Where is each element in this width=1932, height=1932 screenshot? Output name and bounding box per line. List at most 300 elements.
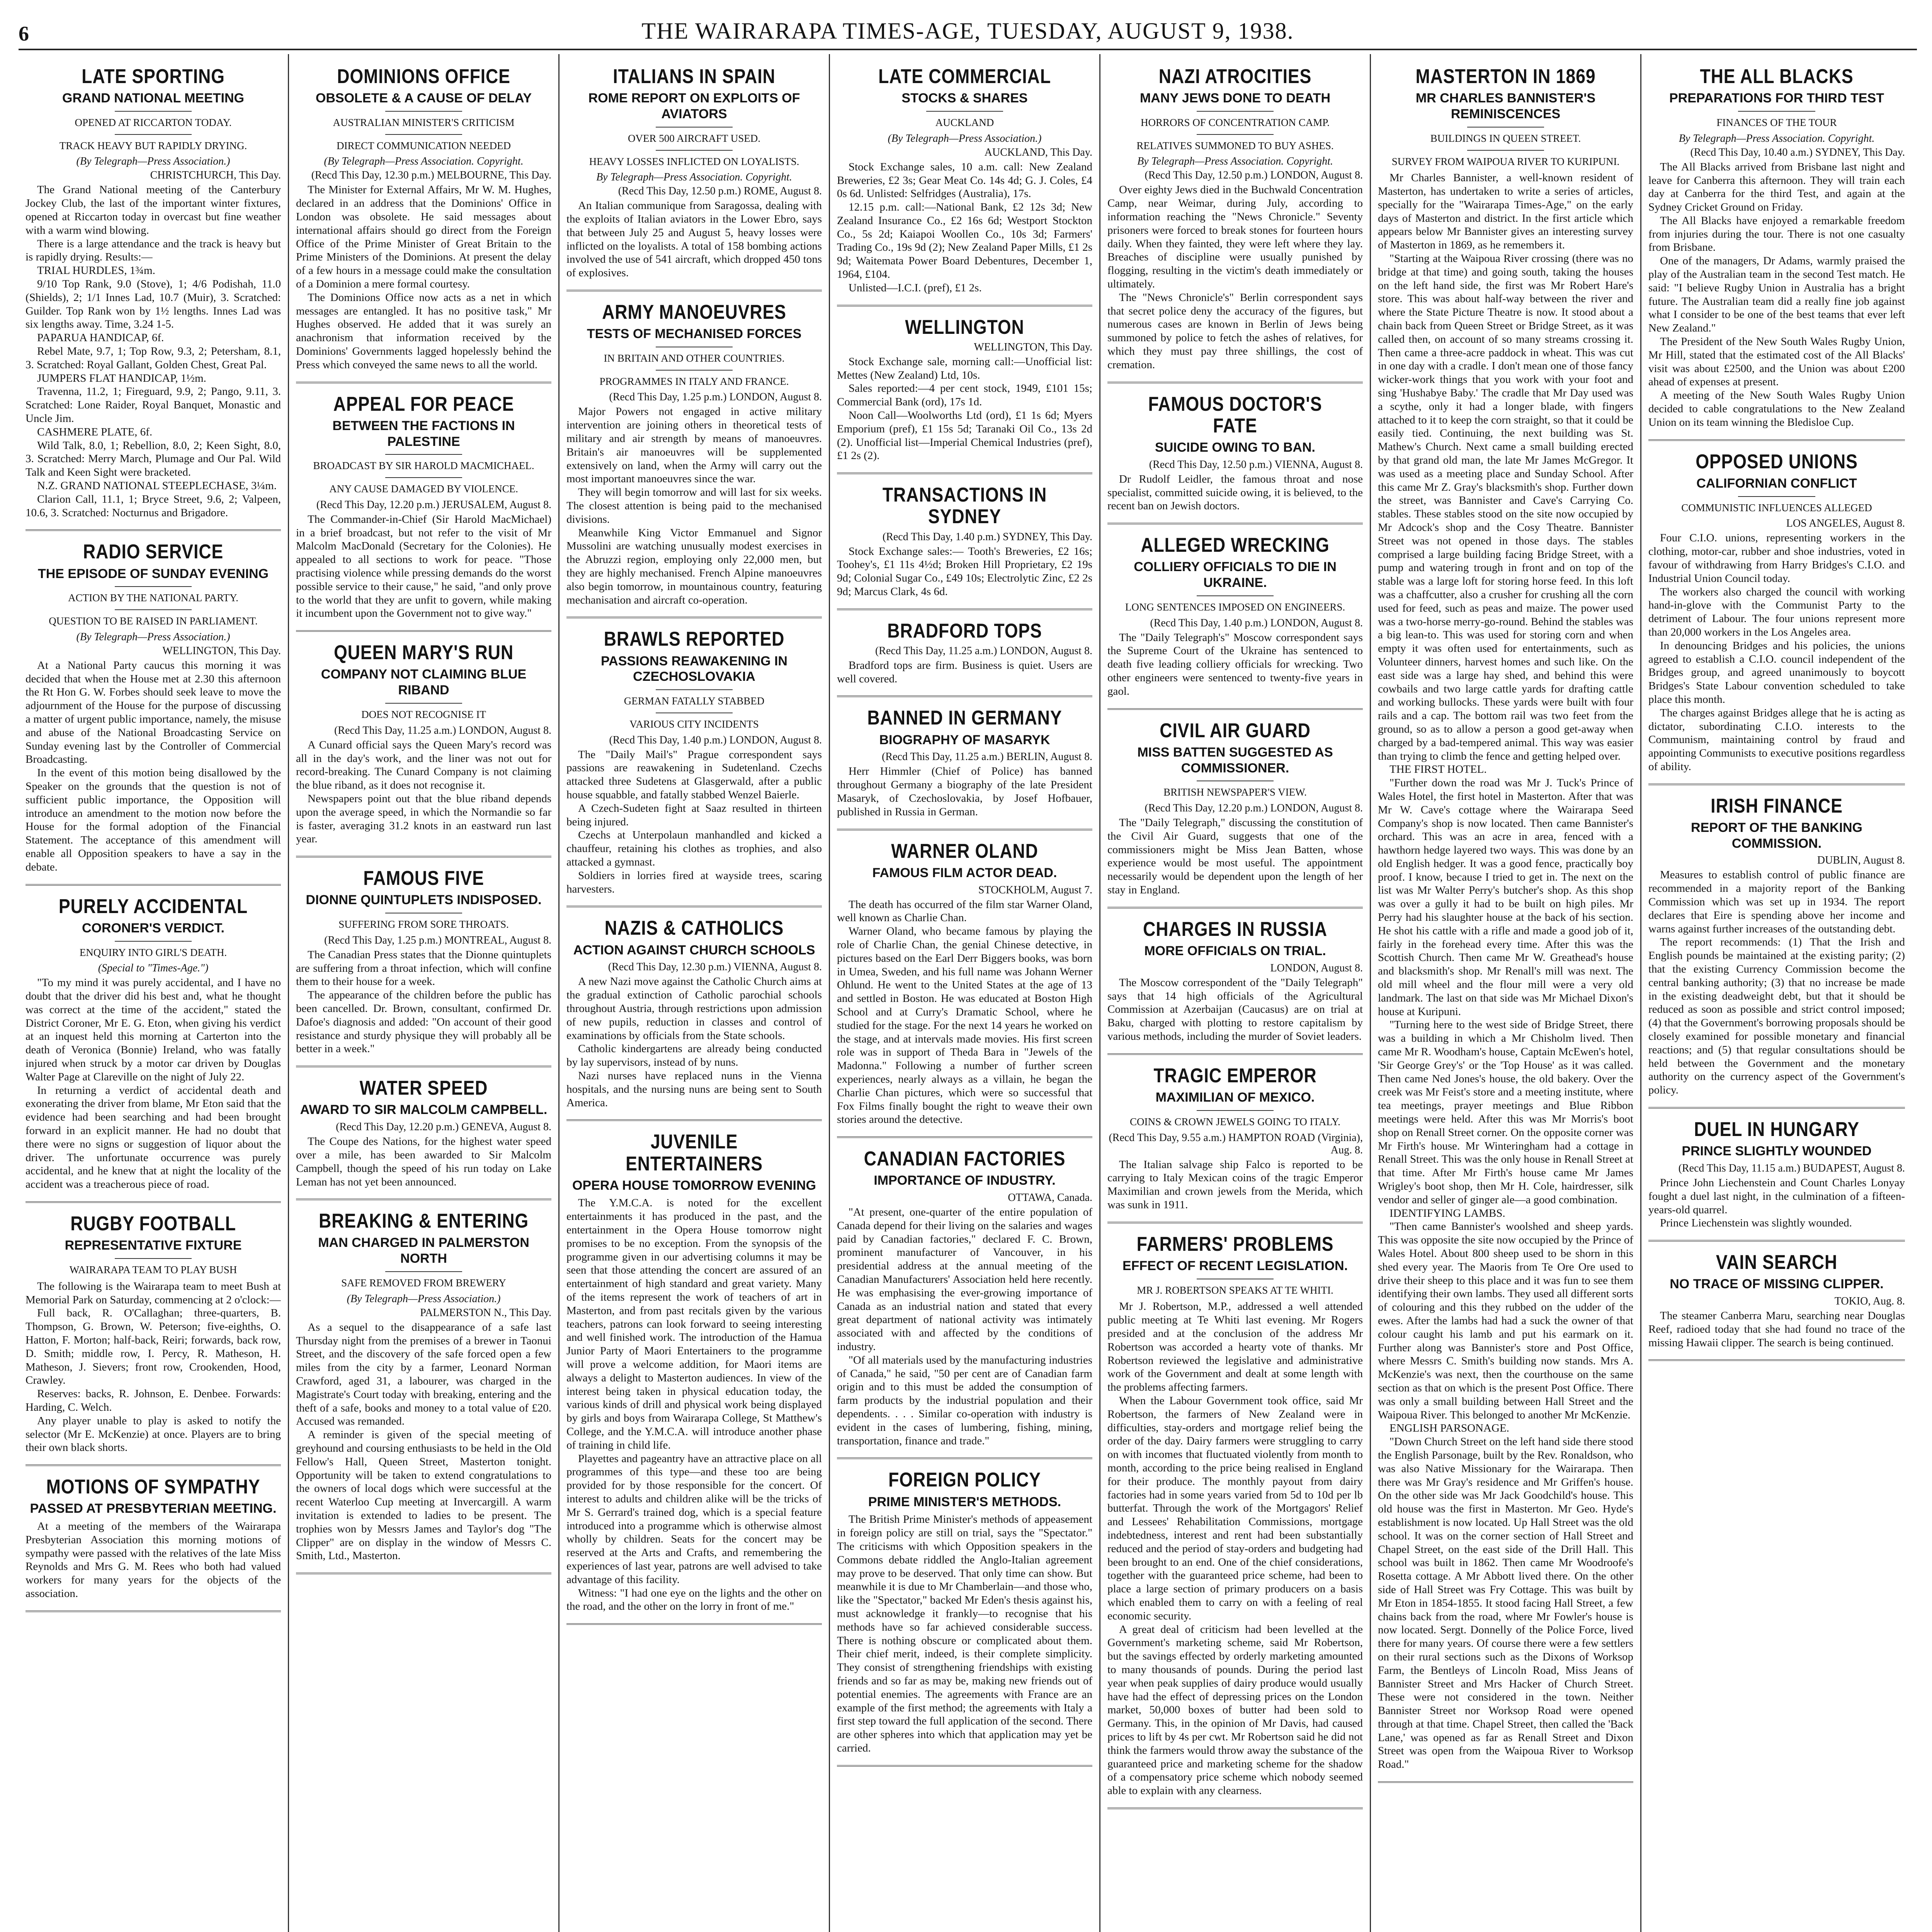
subheadline: ACTION BY THE NATIONAL PARTY. xyxy=(68,592,238,604)
paragraph: The "Daily Telegraph's" Moscow correspondent says the Supreme Court of the Ukraine has sentenced to death five leading colliery officials for wrecking. Two other engineers were sentenced to twenty-five years in gaol. xyxy=(1107,631,1363,697)
deck-rule xyxy=(1197,595,1273,596)
article xyxy=(1378,66,1633,1783)
dateline: (Recd This Day, 1.40 p.m.) LONDON, August 8. xyxy=(1150,617,1363,629)
paragraph: 12.15 p.m. call:—National Bank, £2 12s 3d; New Zealand Insurance Co., £2 16s 6d; Westport Stockton Co., 5s 2d; Kaiapoi Woollen Co., 10s 3d; Farmers' Trading Co., 19s 9d (2); New Zealand Paper Mills, £1 2s 9d; Waitemata Power Board Debentures, December 1, 1964, £104. xyxy=(837,201,1092,281)
paragraph: Measures to establish control of public finance are recommended in a majority report of the Banking Commission which was set up in 1934. The report declares that Eire is spending above her income and warns against further increases of the outstanding debt. xyxy=(1648,869,1905,935)
deck-rule xyxy=(115,609,191,610)
article-body xyxy=(1648,1309,1905,1349)
deck-rule xyxy=(115,586,191,587)
paragraph: The Minister for External Affairs, Mr W. M. Hughes, declared in an address that the Dominions' Office in London was obsolete. He said messages about international affairs should go direct from the Foreign Office of the Prime Minister of Great Britain to the Prime Ministers of the Dominions. At present the delay of a few hours in a message could make the consultation of a Dominion a mere formal courtesy. xyxy=(296,184,551,291)
paragraph: IDENTIFYING LAMBS. xyxy=(1389,1207,1505,1219)
paragraph: Over eighty Jews died in the Buchwald Concentration Camp, near Weimar, during July, according to information reaching the "News Chronicle." Seventy prisoners were forced to break stones for fourteen hours daily. When they fainted, they were left where they lay. Breaches of discipline were usually punished by flogging, resulting in the victim's death immediately or ultimately. xyxy=(1107,184,1363,291)
subheadline: PROGRAMMES IN ITALY AND FRANCE. xyxy=(599,375,789,387)
article-body xyxy=(837,160,1092,295)
subheadline: OPENED AT RICCARTON TODAY. xyxy=(75,116,232,128)
article-body xyxy=(566,975,822,1109)
paragraph: The "News Chronicle's" Berlin correspondent says that secret police deny the accuracy of the figures, but numerous cases are known in Berlin of Jews being summoned by police to fetch the ashes of relatives, for which they must pay three shillings, the cost of cremation. xyxy=(1107,291,1363,371)
article-separator xyxy=(1378,1781,1633,1783)
paragraph: Bradford tops are firm. Business is quiet. Users are well covered. xyxy=(837,659,1092,685)
article-body xyxy=(296,183,551,371)
article xyxy=(296,66,551,383)
headline: DUEL IN HUNGARY xyxy=(1694,1118,1859,1141)
article-separator xyxy=(837,1136,1092,1138)
deck-rule xyxy=(115,1258,191,1259)
paragraph: "To my mind it was purely accidental, and I have no doubt that the driver did his best and, what he thought was correct at the time of the accident," stated the District Coroner, Mr E. G. Eton, when giving his verdict at an inquest held this morning at Carterton into the death of Veronica (Bonnie) Ireland, who was fatally injured when struck by a motor car driven by Douglas Walter Page at Clareville on the night of July 22. xyxy=(26,976,281,1083)
article-body xyxy=(26,1280,281,1454)
subheadline: COINS & CROWN JEWELS GOING TO ITALY. xyxy=(1130,1116,1340,1128)
deck-rule xyxy=(115,111,191,112)
article xyxy=(1648,66,1905,441)
deck-rule xyxy=(385,111,462,112)
dateline: (Recd This Day, 11.15 a.m.) BUDAPEST, August 8. xyxy=(1678,1162,1905,1174)
dateline: (Recd This Day, 12.50 p.m.) LONDON, August 8. xyxy=(1145,169,1363,182)
deck-rule xyxy=(926,111,1003,112)
subheadline: AUSTRALIAN MINISTER'S CRITICISM xyxy=(333,116,515,128)
dateline: (Recd This Day, 12.20 p.m.) LONDON, August 8. xyxy=(1145,802,1363,815)
dateline: (Recd This Day, 1.25 p.m.) MONTREAL, August 8. xyxy=(324,934,551,946)
article-body xyxy=(296,738,551,846)
article-body xyxy=(1648,868,1905,1097)
article-separator xyxy=(296,1066,551,1067)
deck-rule xyxy=(1467,127,1544,128)
paragraph: "Then came Bannister's woolshed and sheep yards. This was opposite the site now occupied by the Prince of Wales Hotel. About 800 sheep used to be shorn in this shed every year. The Maoris from Te Ore Ore used to drive their sheep to this place and it was fun to see them identifying their own lambs. They used all different sorts of colouring and this they rubbed on the udder of the ewes. After the lambs had had a suck the owner of that colour caught his lamb and put his earmark on it. Further along was Bannister's store and Post Office, where Messrs C. Smith's building now stands. Mrs A. McKenzie's was next, then the courthouse on the same section as that on which is the present Post Office. There was only a small building between Hall Street and the Waipoua River. This belonged to another Mr McKenzie. xyxy=(1378,1220,1633,1421)
deck-rule xyxy=(385,454,462,455)
paragraph: The steamer Canberra Maru, searching near Douglas Reef, radioed today that she had found no trace of the missing Hawaii clipper. The search is being continued. xyxy=(1648,1310,1905,1349)
headline: WARNER OLAND xyxy=(891,840,1038,862)
paragraph: Travenna, 11.2, 1; Fireguard, 9.9, 2; Pango, 9.11, 3. Scratched: Lone Raider, Royal Banquet, Monastic and Uncle Jim. xyxy=(26,385,281,425)
article-separator xyxy=(837,1765,1092,1767)
column-6 xyxy=(1371,54,1641,1932)
paragraph: A Czech-Sudeten fight at Saaz resulted in thirteen being injured. xyxy=(566,802,822,828)
deck-rule xyxy=(1197,111,1273,112)
paragraph: "At present, one-quarter of the entire population of Canada depend for their living on the salaries and wages paid by Canadian factories," declared F. C. Brown, prominent manufacturer of Vancouver, in his presidential address at the annual meeting of the Canadian Manufacturers' Association held here recently. He was emphasising the ever-growing importance of Canada as an industrial nation and stated that every great department of national activity was intimately associated with and affected by the conditions of industry. xyxy=(837,1206,1092,1353)
subheadline: MR CHARLES BANNISTER'S REMINISCENCES xyxy=(1415,91,1596,121)
credit-line: (By Telegraph—Press Association.) xyxy=(76,631,230,643)
paragraph: Wild Talk, 8.0, 1; Rebellion, 8.0, 2; Keen Sight, 8.0, 3. Scratched: Merry March, Plumage and Our Pal. Wild Talk and Keen Sight were bracketed. xyxy=(26,439,281,479)
subheadline: REPORT OF THE BANKING COMMISSION. xyxy=(1691,820,1862,851)
newspaper-title: THE WAIRARAPA TIMES-AGE, TUESDAY, AUGUST 9, 1938. xyxy=(641,18,1294,44)
article-separator xyxy=(566,906,822,907)
headline: QUEEN MARY'S RUN xyxy=(333,641,514,664)
paragraph: Soldiers in lorries fired at wayside trees, scaring harvesters. xyxy=(566,869,822,895)
paragraph: The Y.M.C.A. is noted for the excellent entertainments it has produced in the past, and the entertainment in the Opera House tomorrow night promises to be no exception. From the synopsis of the programme given in our advertising columns it may be seen that those attending the concert are assured of an entertainment of high standard and great variety. Many of the items represent the work of teachers of art in Masterton, and from past recitals given by the various teachers, patrons can look forward to seeing interesting and well finished work. The introduction of the Hamua Junior Party of Maori Entertainers to the programme will prove a welcome addition, for Maori items are always a delight to Masterton audiences. In view of the interest being taken in physical education today, the various kinds of drill and physical work being displayed by girls and boys from Wairarapa College, St Matthew's College, and the Y.M.C.A. will introduce another phase of training in child life. xyxy=(566,1197,822,1451)
article xyxy=(1648,451,1905,785)
column-2 xyxy=(289,54,560,1932)
article-body xyxy=(1648,160,1905,429)
paragraph: The Dominions Office now acts as a net in which messages are entangled. It has no positive task," Mr Hughes observed. He added that it was surely an anachronism that information received by the Dominions' Governments lagged hopelessly behind the Press which conveyed the same news to all the world. xyxy=(296,291,551,371)
credit-line: (By Telegraph—Press Association. Copyright. xyxy=(324,155,524,168)
article xyxy=(296,1210,551,1574)
paragraph: At a meeting of the members of the Wairarapa Presbyterian Association this morning motions of sympathy were passed with the relatives of the late Miss Reynolds and Mrs G. M. Rees who both had valued workers for many years for the objects of the association. xyxy=(26,1520,281,1600)
paragraph: The British Prime Minister's methods of appeasement in foreign policy are still on trial, says the "Spectator." The criticisms with which Opposition speakers in the Commons debate riddled the Anglo-Italian agreement may prove to be deserved. That only time can show. But meanwhile it is due to Mr Chamberlain—and those who, like the "Spectator," backed Mr Eden's thesis against his, must acknowledge it frankly—to recognise that his methods have so far achieved considerable success. There is nothing obscure or complicated about them. Their chief merit, indeed, is their complete simplicity. They consist of strengthening friendships with existing friends and so far as may be, making new friends out of potential enemies. The agreements with France are an example of the first method; the agreements with Italy a first step toward the full application of the second. There are other spheres into which that application may yet be carried. xyxy=(837,1513,1092,1754)
paragraph: N.Z. GRAND NATIONAL STEEPLECHASE, 3¼m. xyxy=(37,479,277,492)
paragraph: Witness: "I had one eye on the lights and the other on the road, and the other on the lorry in front of me." xyxy=(566,1587,822,1613)
paragraph: Mr Charles Bannister, a well-known resident of Masterton, has undertaken to write a series of articles, specially for the "Wairarapa Times-Age," on the early days of Masterton and district. In the first article which appears below Mr Bannister gives an interesting survey of Masterton in 1869, as he remembers it. xyxy=(1378,172,1633,252)
paragraph: Stock Exchange sales:— Tooth's Breweries, £2 16s; Toohey's, £1 11s 4½d; Broken Hill Proprietary, £2 19s 9d; Colonial Sugar Co., £49 10s; Electrolytic Zinc, £2 2s 9d; Marcus Clark, 4s 6d. xyxy=(837,545,1092,598)
headline: TRAGIC EMPEROR xyxy=(1153,1064,1317,1087)
article-body xyxy=(26,1520,281,1600)
subheadline: HEAVY LOSSES INFLICTED ON LOYALISTS. xyxy=(589,155,799,167)
column-3 xyxy=(560,54,830,1932)
paragraph: The workers also charged the council with working hand-in-glove with the Communist Party to the detriment of Labour. The four unions represent more than 20,000 workers in the Los Angeles area. xyxy=(1648,585,1905,638)
subheadline: WAIRARAPA TEAM TO PLAY BUSH xyxy=(69,1264,237,1276)
subheadline: QUESTION TO BE RAISED IN PARLIAMENT. xyxy=(49,615,258,627)
paragraph: Mr J. Robertson, M.P., addressed a well attended public meeting at Te Whiti last evening. Mr Rogers presided and at the conclusion of the address Mr Robertson was accorded a hearty vote of thanks. Mr Robertson reviewed the legislative and administrative work of the Government and dealt at some length with the problems affecting farmers. xyxy=(1107,1300,1363,1394)
subheadline: GRAND NATIONAL MEETING xyxy=(62,91,244,106)
article-separator xyxy=(1107,907,1363,908)
headline: BRAWLS REPORTED xyxy=(604,628,785,651)
dateline: STOCKHOLM, August 7. xyxy=(978,884,1092,896)
subheadline: MAXIMILIAN OF MEXICO. xyxy=(1155,1090,1315,1105)
article xyxy=(837,484,1092,610)
deck-rule xyxy=(385,703,462,704)
dateline: LOS ANGELES, August 8. xyxy=(1786,517,1905,530)
headline: FAMOUS DOCTOR'S FATE xyxy=(1148,393,1322,437)
article-body xyxy=(1107,1300,1363,1797)
article-body xyxy=(1378,171,1633,1771)
subheadline: FAMOUS FILM ACTOR DEAD. xyxy=(872,865,1057,880)
subheadline: NO TRACE OF MISSING CLIPPER. xyxy=(1670,1277,1884,1292)
article xyxy=(296,393,551,632)
paragraph: Reserves: backs, R. Johnson, E. Denbee. Forwards: Harding, C. Welch. xyxy=(26,1388,281,1413)
subheadline: SURVEY FROM WAIPOUA RIVER TO KURIPUNI. xyxy=(1391,155,1620,167)
subheadline: RELATIVES SUMMONED TO BUY ASHES. xyxy=(1136,139,1334,151)
subheadline: AUCKLAND xyxy=(935,116,994,128)
paragraph: "Turning here to the west side of Bridge Street, there was a building in which a Mr Chisholm lived. Then came Mr R. Woodham's house, Captain McEwen's hotel, 'Sir George Grey's' or the 'Top House' as it was called. Then came Ned Jones's house, the old bakery. Over the creek was Mr Feist's store and a meeting institute, where tea meetings, prayer meetings and Blue Ribbon meetings were held. After this was Mr Morris's boot shop on Renall Street corner. On the opposite corner was Mr Firth's house. Mr Winteringham had a cottage in Renall Street. This was the only house in Renall Street at that time. After Mr Firth's house came Mr James Wrigley's boot shop, then Mr H. Cole, hairdresser, silk vendor and seller of ginger ale—a good combination. xyxy=(1378,1019,1633,1206)
headline: OPPOSED UNIONS xyxy=(1696,450,1858,473)
paragraph: Meanwhile King Victor Emmanuel and Signor Mussolini are watching unusually modest exercises in the Abruzzi region, employing only 22,000 men, but they are highly mechanised. French Alpine manoeuvres also begin tomorrow, in mountainous country, featuring mechanisation and aircraft co-operation. xyxy=(566,526,822,606)
article-separator xyxy=(296,1199,551,1200)
paragraph: In denouncing Bridges and his policies, the unions agreed to establish a C.I.O. council independent of the Bridges group, and agreed unanimously to boycott Bridges's State Labour convention scheduled to take place this month. xyxy=(1648,639,1905,706)
paragraph: A new Nazi move against the Catholic Church aims at the gradual extinction of Catholic parochial schools throughout Austria, through restrictions upon admission of new pupils, reduction in classes and control of examinations by officials from the State schools. xyxy=(566,975,822,1042)
paragraph: A reminder is given of the special meeting of greyhound and coursing enthusiasts to be held in the Old Fellow's Hall, Queen Street, Masterton tonight. Opportunity will be taken to extend congratulations to the owners of local dogs which were successful at the recent Waterloo Cup meeting at Invercargill. A warm invitation is extended to ladies to be present. The trophies won by Messrs James and Taylor's dog "The Clipper" are on display in the window of Messrs C. Smith, Ltd., Masterton. xyxy=(296,1429,551,1562)
subheadline: MR J. ROBERTSON SPEAKS AT TE WHITI. xyxy=(1137,1284,1333,1296)
dateline: PALMERSTON N., This Day. xyxy=(420,1306,551,1319)
article-body xyxy=(837,1513,1092,1755)
paragraph: Prince John Liechenstein and Count Charles Lonyay fought a duel last night, in the culmination of a fifteen-years-old quarrel. xyxy=(1648,1176,1905,1216)
article xyxy=(837,840,1092,1138)
dateline: (Recd This Day, 12.50 p.m.) VIENNA, August 8. xyxy=(1149,458,1363,471)
subheadline: ENQUIRY INTO GIRL'S DEATH. xyxy=(79,946,227,958)
article-body xyxy=(1107,816,1363,897)
column-5 xyxy=(1100,54,1371,1932)
dateline: (Recd This Day, 11.25 a.m.) LONDON, August 8. xyxy=(875,645,1092,657)
deck-rule xyxy=(1467,150,1544,151)
deck-rule xyxy=(115,941,191,942)
masthead xyxy=(19,13,1917,50)
dateline: (Recd This Day, 1.40 p.m.) LONDON, August 8. xyxy=(609,734,822,746)
subheadline: BETWEEN THE FACTIONS IN PALESTINE xyxy=(332,418,515,449)
paragraph: Prince Liechenstein was slightly wounded. xyxy=(1660,1217,1852,1230)
subheadline: TRACK HEAVY BUT RAPIDLY DRYING. xyxy=(59,139,247,151)
article-separator xyxy=(1107,1222,1363,1223)
paragraph: Sales reported:—4 per cent stock, 1949, £101 15s; Commercial Bank (ord), 17s 1d. xyxy=(837,382,1092,408)
headline: BRADFORD TOPS xyxy=(887,619,1042,642)
deck-rule xyxy=(656,689,732,690)
headline: THE ALL BLACKS xyxy=(1700,65,1854,88)
paragraph: The "Daily Mail's" Prague correspondent says passions are reawakening in Sudetenland. Czechs attacked three Sudetens at Glasgerwald, after a public house squabble, and fatally stabbed Wenzel Baierle. xyxy=(566,748,822,801)
paragraph: Major Powers not engaged in active military intervention are joining others in theoretical tests of military and air strength by means of manoeuvres. Britain's air manoeuvres will be supplemented extensively on land, when the Army will carry out the most important manoeuvres since the war. xyxy=(566,405,822,485)
paragraph: The death has occurred of the film star Warner Oland, well known as Charlie Chan. xyxy=(837,898,1092,924)
paragraph: Noon Call—Woolworths Ltd (ord), £1 1s 6d; Myers Emporium (pref), £1 15s 5d; Taranaki Oil Co., 13s 2d (2). Unofficial list—Imperial Chemical Industries (pref), £1 2s (2). xyxy=(837,409,1092,462)
subheadline: BUILDINGS IN QUEEN STREET. xyxy=(1430,132,1581,144)
dateline: (Recd This Day, 1.40 p.m.) SYDNEY, This Day. xyxy=(882,531,1092,543)
headline: ITALIANS IN SPAIN xyxy=(613,65,776,88)
article-separator xyxy=(1107,382,1363,383)
subheadline: PASSED AT PRESBYTERIAN MEETING. xyxy=(30,1501,277,1516)
article xyxy=(26,896,281,1203)
article-body xyxy=(837,765,1092,818)
article xyxy=(26,1213,281,1466)
paragraph: An Italian communique from Saragossa, dealing with the exploits of Italian aviators in the Lower Ebro, says that between July 25 and August 5, heavy losses were inflicted on the loyalists. A total of 158 bombing actions involved the use of 541 aircraft, which dropped 450 tons of explosives. xyxy=(566,199,822,279)
paragraph: Stock Exchange sales, 10 a.m. call: New Zealand Breweries, £2 3s; Gear Meat Co. 14s 4d; G. J. Coles, £4 0s 6d. Unlisted: Selfridges (Australia), 17s. xyxy=(837,160,1092,200)
paragraph: Newspapers point out that the blue riband depends upon the average speed, in which the Normandie so far is faster, averaging 31.2 knots in an eastward run last year. xyxy=(296,792,551,845)
paragraph: Full back, R. O'Callaghan; three-quarters, B. Thompson, G. Brown, W. Peterson; five-eighths, O. Hatton, F. Morton; half-back, Reiri; forwards, back row, D. Smith; middle row, I. Percy, R. Matheson, H. Matheson, J. Sievers; front row, Crookenden, Hood, Crawley. xyxy=(26,1307,281,1387)
deck-rule xyxy=(1197,1110,1273,1111)
paragraph: The All Blacks arrived from Brisbane last night and leave for Canberra this afternoon. They will train each day at Canberra for the third Test, and again at the Sydney Cricket Ground on Friday. xyxy=(1648,160,1905,214)
subheadline: FINANCES OF THE TOUR xyxy=(1716,116,1837,128)
paragraph: The following is the Wairarapa team to meet Bush at Memorial Park on Saturday, commencing at 2 o'clock:— xyxy=(26,1280,281,1306)
deck-rule xyxy=(385,1271,462,1272)
headline: RUGBY FOOTBALL xyxy=(70,1213,236,1235)
subheadline: BRITISH NEWSPAPER'S VIEW. xyxy=(1163,786,1307,798)
dateline: TOKIO, Aug. 8. xyxy=(1834,1295,1905,1308)
article xyxy=(566,1131,822,1625)
paragraph: The President of the New South Wales Rugby Union, Mr Hill, stated that the estimated cost of the All Blacks' visit was about £2500, and the Union was about £200 ahead of expenses at present. xyxy=(1648,335,1905,388)
article-separator xyxy=(566,617,822,618)
dateline: (Recd This Day, 10.40 a.m.) SYDNEY, This Day. xyxy=(1690,146,1905,158)
article xyxy=(566,66,822,291)
subheadline: COLLIERY OFFICIALS TO DIE IN UKRAINE. xyxy=(1134,560,1337,590)
headline: DOMINIONS OFFICE xyxy=(337,65,510,88)
headline: CANADIAN FACTORIES xyxy=(864,1148,1066,1170)
article xyxy=(566,917,822,1121)
subheadline: PREPARATIONS FOR THIRD TEST xyxy=(1669,91,1884,106)
headline: NAZIS & CATHOLICS xyxy=(604,917,784,940)
headline: VAIN SEARCH xyxy=(1716,1251,1838,1274)
deck-rule xyxy=(115,134,191,135)
paragraph: 9/10 Top Rank, 9.0 (Stove), 1; 4/6 Podishah, 11.0 (Shields), 2; 1/1 Innes Lad, 10.7 (Muir), 3. Scratched: Guilder. Top Rank won by 1½ lengths. Innes Lad was six lengths away. Time, 3.24 1-5. xyxy=(26,278,281,331)
paragraph: The All Blacks have enjoyed a remarkable freedom from injuries during the tour. There is not one casualty from Brisbane. xyxy=(1648,214,1905,254)
article-separator xyxy=(26,1464,281,1466)
article-body xyxy=(26,183,281,519)
article-separator xyxy=(837,696,1092,697)
article xyxy=(1107,534,1363,709)
dateline: WELLINGTON, This Day. xyxy=(162,645,281,657)
headline: WELLINGTON xyxy=(905,316,1024,338)
dateline: OTTAWA, Canada. xyxy=(1008,1192,1092,1204)
paragraph: The Canadian Press states that the Dionne quintuplets are suffering from a throat infection, which will confine them to their house for a week. xyxy=(296,948,551,988)
article-body xyxy=(296,1135,551,1189)
dateline: LONDON, August 8. xyxy=(1270,962,1363,974)
paragraph: One of the managers, Dr Adams, warmly praised the play of the Australian team in the second Test match. He said: "I believe Rugby Union in Australia has a bright future. The Australian team did a really fine job against what I consider to be one of the best teams that ever left New Zealand." xyxy=(1648,255,1905,335)
paragraph: JUMPERS FLAT HANDICAP, 1½m. xyxy=(37,372,206,384)
article-separator xyxy=(26,884,281,886)
paragraph: The "Daily Telegraph," discussing the constitution of the Civil Air Guard, suggests that one of the commissioners might be Miss Jean Batten, whose experience would be most useful. The appointment necessarily would be dependent upon the length of her stay in England. xyxy=(1107,816,1363,896)
article-separator xyxy=(1107,1808,1363,1809)
deck-rule xyxy=(1738,111,1815,112)
article-body xyxy=(296,1321,551,1563)
subheadline: TESTS OF MECHANISED FORCES xyxy=(587,327,802,342)
subheadline: CALIFORNIAN CONFLICT xyxy=(1696,476,1857,491)
headline: WATER SPEED xyxy=(359,1077,488,1100)
article xyxy=(566,628,822,907)
dateline: AUCKLAND, This Day. xyxy=(984,146,1092,158)
paragraph: Dr Rudolf Leidler, the famous throat and nose specialist, committed suicide owing, it is believed, to the recent ban on Jewish doctors. xyxy=(1107,473,1363,512)
subheadline: OVER 500 AIRCRAFT USED. xyxy=(628,132,761,144)
article-separator xyxy=(837,1458,1092,1459)
article-separator xyxy=(1648,439,1905,441)
subheadline: SAFE REMOVED FROM BREWERY xyxy=(341,1277,506,1289)
article-body xyxy=(566,405,822,607)
article-body xyxy=(1107,1158,1363,1212)
article-separator xyxy=(296,856,551,857)
subheadline: LONG SENTENCES IMPOSED ON ENGINEERS. xyxy=(1125,601,1345,613)
article-body xyxy=(26,659,281,874)
article xyxy=(1107,720,1363,908)
dateline: CHRISTCHURCH, This Day. xyxy=(150,169,281,182)
paragraph: "Of all materials used by the manufacturing industries of Canada," he said, "50 per cent are of Canadian farm origin and to this must be added the consumption of farm products by the industrial population and their dependents. . . . Similar co-operation with industry is evident in the cases of lumbering, fishing, mining, transportation, finance and trade." xyxy=(837,1354,1092,1447)
article-separator xyxy=(26,529,281,531)
article-separator xyxy=(837,473,1092,474)
paragraph: A Cunard official says the Queen Mary's record was all in the day's work, and the liner was not out for record-breaking. The Cunard Company is not claiming the blue riband, as it does not recognise it. xyxy=(296,738,551,792)
article-separator xyxy=(1648,1107,1905,1109)
article-separator xyxy=(26,1201,281,1203)
subheadline: BIOGRAPHY OF MASARYK xyxy=(879,732,1050,747)
deck-rule xyxy=(1738,496,1815,497)
paragraph: Warner Oland, who became famous by playing the role of Charlie Chan, the genial Chinese detective, in pictures based on the Earl Derr Biggers books, was born in Umea, Sweden, and his full name was Johann Werner Ohlund. He went to the United States at the age of 13 and settled in Boston. He was educated at Boston High School and at Curry's Dramatic School, where he studied for the stage. For the next 14 years he worked on the stage, and at intervals made movies. His first screen role was in support of Theda Bara in "Jewels of the Madonna." Following a number of further screen experiences, nearly always as a villain, he began the Charlie Chan pictures, which were so successful that Fox Films finally bought the right to weave their own stories around the detective. xyxy=(837,925,1092,1126)
article-body xyxy=(1648,1176,1905,1230)
article-body xyxy=(566,748,822,896)
subheadline: VARIOUS CITY INCIDENTS xyxy=(629,718,759,730)
column-7 xyxy=(1641,54,1912,1932)
subheadline: BROADCAST BY SIR HAROLD MACMICHAEL. xyxy=(313,460,534,472)
paragraph: Herr Himmler (Chief of Police) has banned throughout Germany a biography of the late President Masaryk, of Czechoslovakia, by Josef Hofbauer, published in Russia in German. xyxy=(837,765,1092,818)
deck-rule xyxy=(385,134,462,135)
columns xyxy=(19,54,1917,1932)
article-separator xyxy=(1648,784,1905,785)
dateline: (Recd This Day, 12.20 p.m.) GENEVA, August 8. xyxy=(336,1121,551,1133)
dateline: (Recd This Day, 11.25 a.m.) LONDON, August 8. xyxy=(334,724,551,736)
article xyxy=(1648,1119,1905,1242)
subheadline: MAN CHARGED IN PALMERSTON NORTH xyxy=(318,1235,529,1266)
subheadline: OBSOLETE & A CAUSE OF DELAY xyxy=(315,91,532,106)
paragraph: A great deal of criticism had been levelled at the Government's marketing scheme, said Mr Robertson, but the savings effected by orderly marketing amounted to many thousands of pounds. During the period last year when peak supplies of dairy produce would usually have had the effect of depressing prices on the London market, 50,000 boxes of butter had been sold to Germany. This, in the opinion of Mr Davis, had caused prices to lift by 4s per cwt. Mr Robertson said he did not think the farmers would throw away the substance of the guaranteed price and marketing scheme for the shadow of a compensatory price scheme which nobody seemed able to explain with any clearness. xyxy=(1107,1623,1363,1797)
subheadline: SUFFERING FROM SORE THROATS. xyxy=(338,918,509,930)
paragraph: Any player unable to play is asked to notify the selector (Mr E. McKenzie) at once. Players are to bring their own black shorts. xyxy=(26,1414,281,1454)
paragraph: As a sequel to the disappearance of a safe last Thursday night from the premises of a brewer in Taonui Street, and the discovery of the safe forced open a few miles from the city by a farmer, Leonard Norman Crawford, aged 31, a labourer, was charged in the Magistrate's Court today with breaking, entering and the theft of a safe, books and money to a total value of £20. Accused was remanded. xyxy=(296,1321,551,1428)
article xyxy=(566,301,822,618)
paragraph: Unlisted—I.C.I. (pref), £1 2s. xyxy=(849,281,982,294)
paragraph: "Down Church Street on the left hand side there stood the English Parsonage, built by the Rev. Ronaldson, who was also Native Missionary for the Wairarapa. Then there was Mr Gray's residence and Mr Griffen's house. On the other side was Mr Jack Goodchild's house. This old house was the first in Masterton. Mr Geo. Hyde's establishment is now located. Up Hall Street was the old school. It was on the corner section of Hall Street and Chapel Street, on the east side of the Drill Hall. This school was built in 1862. Then came Mr Woodroofe's Rosetta cottage. A Mr Abbott lived there. On the other side of Hall Street was Fry Cottage. This was built by Mr Eton in 1854-1855. It stood facing Hall Street, a few chains back from the road, where Mr Fowler's house is now located. Sergt. Donnelly of the Police Force, lived there for many years. Of course there were a few settlers on their rural sections such as the Dixons of Worksop Farm, the Bentleys of Lincoln Road, Miss Jeans of Bannister Street and Mrs Hacker of Church Street. These were not considered in the town. Neither Bannister Street nor Worksop Road were opened through at that time. Chapel Street, then called the 'Back Lane,' was opened as far as Renall Street and Dixon Street was open from the Waipoua River to Worksop Road." xyxy=(1378,1435,1633,1771)
subheadline: MISS BATTEN SUGGESTED AS COMMISSIONER. xyxy=(1137,745,1333,776)
dateline: (Recd This Day, 12.30 p.m.) MELBOURNE, This Day. xyxy=(311,169,551,182)
subheadline: REPRESENTATIVE FIXTURE xyxy=(65,1238,242,1253)
subheadline: PRINCE SLIGHTLY WOUNDED xyxy=(1682,1144,1872,1159)
subheadline: IMPORTANCE OF INDUSTRY. xyxy=(874,1173,1056,1188)
credit-line: By Telegraph—Press Association. Copyright. xyxy=(596,171,792,184)
credit-line: By Telegraph—Press Association. Copyright. xyxy=(1137,155,1333,168)
subheadline: DIONNE QUINTUPLETS INDISPOSED. xyxy=(306,893,542,908)
credit-line: By Telegraph—Press Association. Copyright. xyxy=(1679,132,1875,145)
subheadline: ANY CAUSE DAMAGED BY VIOLENCE. xyxy=(329,483,518,495)
paragraph: The charges against Bridges allege that he is acting as dictator, subordinating C.I.O. interests to the Communism, maintaining control by fraud and appointing Communists to executive positions regardless of ability. xyxy=(1648,706,1905,773)
headline: MOTIONS OF SYMPATHY xyxy=(46,1476,260,1498)
article-body xyxy=(1648,531,1905,773)
column-4 xyxy=(830,54,1100,1932)
page-number: 6 xyxy=(19,22,29,45)
paragraph: Clarion Call, 11.1, 1; Bryce Street, 9.6, 2; Valpeen, 10.6, 3. Scratched: Nocturnus and Brigadore. xyxy=(26,493,281,519)
headline: FAMOUS FIVE xyxy=(363,867,484,890)
headline: FARMERS' PROBLEMS xyxy=(1136,1233,1334,1255)
subheadline: SUICIDE OWING TO BAN. xyxy=(1155,440,1315,455)
article-separator xyxy=(837,305,1092,306)
article-separator xyxy=(1648,1359,1905,1361)
headline: NAZI ATROCITIES xyxy=(1158,65,1312,88)
subheadline: GERMAN FATALLY STABBED xyxy=(624,695,765,707)
paragraph: TRIAL HURDLES, 1¾m. xyxy=(37,264,155,277)
dateline: (Recd This Day, 12.30 p.m.) VIENNA, August 8. xyxy=(608,961,822,973)
paragraph: ENGLISH PARSONAGE. xyxy=(1389,1422,1509,1435)
article-separator xyxy=(1648,1240,1905,1242)
article xyxy=(1648,795,1905,1109)
paragraph: Nazi nurses have replaced nuns in the Vienna hospitals, and the nursing nuns are being sent to South America. xyxy=(566,1069,822,1109)
credit-line: (By Telegraph—Press Association.) xyxy=(347,1293,501,1305)
paragraph: Stock Exchange sale, morning call:—Unofficial list: Mettes (New Zealand) Ltd, 10s. xyxy=(837,355,1092,381)
paragraph: The Grand National meeting of the Canterbury Jockey Club, the last of the important winter fixtures, opened at Riccarton today in overcast but fine weather with a warm wind blowing. xyxy=(26,184,281,236)
headline: PURELY ACCIDENTAL xyxy=(58,895,248,918)
article-body xyxy=(1107,473,1363,513)
paragraph: A meeting of the New South Wales Rugby Union decided to cable congratulations to the New Zealand Union on its team winning the Bledisloe Cup. xyxy=(1648,389,1905,429)
subheadline: CORONER'S VERDICT. xyxy=(82,920,224,935)
article-separator xyxy=(566,290,822,291)
dateline: (Recd This Day, 1.25 p.m.) LONDON, August 8. xyxy=(609,391,822,403)
dateline: (Recd This Day, 12.20 p.m.) JERUSALEM, August 8. xyxy=(316,498,551,511)
credit-line: (By Telegraph—Press Association.) xyxy=(888,132,1042,145)
paragraph: Rebel Mate, 9.7, 1; Top Row, 9.3, 2; Petersham, 8.1, 3. Scratched: Royal Gallant, Golden Chest, Great Pal. xyxy=(26,345,281,371)
headline: IRISH FINANCE xyxy=(1711,794,1843,817)
article-body xyxy=(296,513,551,620)
dateline: (Recd This Day, 9.55 a.m.) HAMPTON ROAD (Virginia), Aug. 8. xyxy=(1109,1131,1363,1156)
article-body xyxy=(837,1206,1092,1447)
headline: BANNED IN GERMANY xyxy=(867,707,1062,730)
subheadline: EFFECT OF RECENT LEGISLATION. xyxy=(1122,1258,1348,1273)
paragraph: In returning a verdict of accidental death and exonerating the driver from blame, Mr Eton said that the evidence had been searching and had been brought forward in an explicit manner. He had no doubt that there were no signs or suggestion of liquor about the driver. The unfortunate occurrence was purely accidental, and he knew that at night the locality of the accident was a treacherous piece of road. xyxy=(26,1084,281,1191)
article xyxy=(1107,393,1363,525)
article xyxy=(296,1077,551,1200)
credit-line: (By Telegraph—Press Association.) xyxy=(76,155,230,168)
headline: BREAKING & ENTERING xyxy=(318,1210,529,1233)
article xyxy=(296,867,551,1067)
article-separator xyxy=(1107,523,1363,524)
subheadline: ACTION AGAINST CHURCH SCHOOLS xyxy=(573,942,815,957)
headline: ALLEGED WRECKING xyxy=(1141,534,1330,557)
article xyxy=(26,66,281,531)
article xyxy=(1107,66,1363,383)
article-separator xyxy=(296,630,551,632)
article xyxy=(26,541,281,885)
dateline: (Recd This Day, 11.25 a.m.) BERLIN, August 8. xyxy=(882,751,1092,763)
deck-rule xyxy=(656,370,732,371)
paragraph: Four C.I.O. unions, representing workers in the clothing, motor-car, rubber and shoe industries, voted in favour of withdrawing from Harry Bridges's C.I.O. and Industrial Union Council today. xyxy=(1648,532,1905,585)
article xyxy=(1107,1065,1363,1223)
article xyxy=(296,642,551,857)
headline: LATE COMMERCIAL xyxy=(878,65,1051,88)
headline: APPEAL FOR PEACE xyxy=(333,393,514,415)
paragraph: Playettes and pageantry have an attractive place on all programmes of this type—and these too are being provided for by those responsible for the concert. Of interest to adults and children alike will be the tricks of Mr S. Gerrard's trained dog, which is a special feature introduced into a programme which is otherwise almost wholly by children. Seats for the concert may be reserved at the Arts and Crafts, and remembering the experiences of last year, patrons are well advised to take advantage of this facility. xyxy=(566,1452,822,1586)
paragraph: They will begin tomorrow and will last for six weeks. The closest attention is being paid to the mechanised divisions. xyxy=(566,486,822,526)
article-separator xyxy=(837,609,1092,610)
